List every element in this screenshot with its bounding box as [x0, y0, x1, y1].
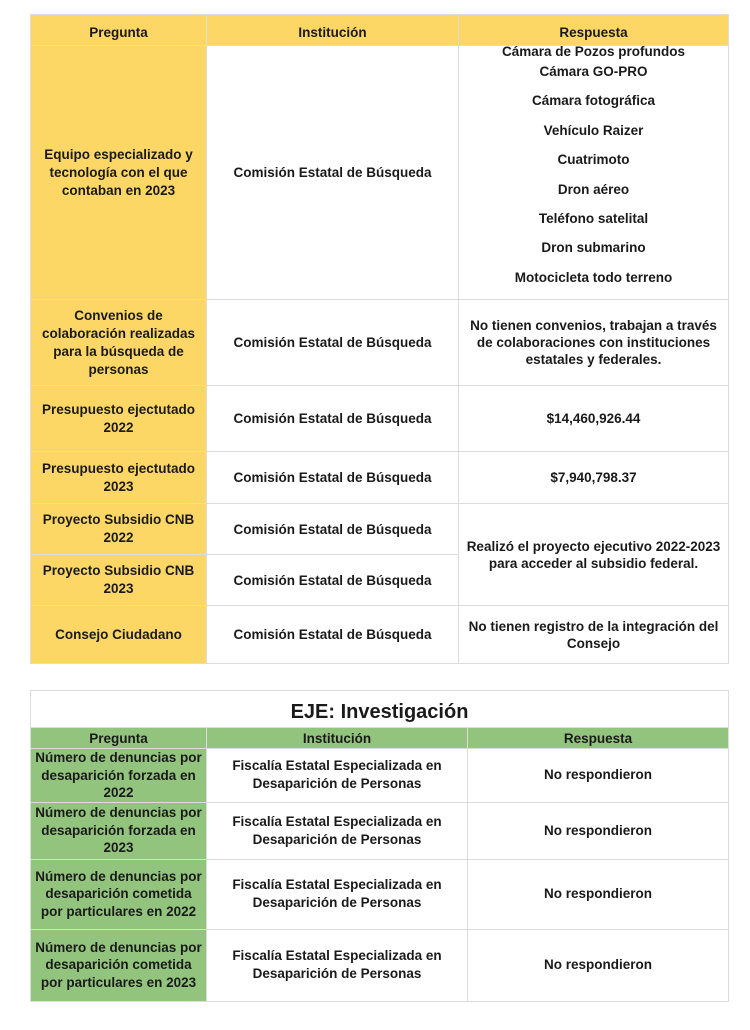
table-row: [31, 452, 729, 504]
institucion-cell: Comisión Estatal de Búsqueda: [207, 555, 459, 606]
equipment-item: Cámara de Pozos profundos: [501, 44, 686, 59]
header-row: [31, 15, 729, 46]
header-respuesta: Respuesta: [468, 728, 729, 749]
pregunta-cell: Número de denuncias por desaparición cometida por particulares en 2022: [31, 859, 207, 929]
pregunta-cell: Número de denuncias por desaparición forzada en 2023: [31, 802, 207, 859]
respuesta-cell: No respondieron: [468, 929, 729, 1001]
respuesta-cell: No tienen registro de la integración del Consejo: [459, 606, 729, 664]
header-institucion: Institución: [207, 15, 459, 46]
pregunta-cell: Equipo especializado y tecnología con el que contaban en 2023: [31, 46, 207, 300]
pregunta-cell: Consejo Ciudadano: [31, 606, 207, 664]
respuesta-cell: $7,940,798.37: [459, 452, 729, 504]
table-row: [31, 300, 729, 386]
title-row: [31, 691, 729, 728]
table-row: [31, 386, 729, 452]
institucion-cell: Comisión Estatal de Búsqueda: [207, 606, 459, 664]
pregunta-cell: Convenios de colaboración realizadas para la búsqueda de personas: [31, 300, 207, 386]
equipment-item: Teléfono satelital: [538, 210, 649, 226]
header-respuesta: Respuesta: [459, 15, 729, 46]
institucion-cell: Fiscalía Estatal Especializada en Desaparición de Personas: [207, 929, 468, 1001]
table-row: [31, 859, 729, 929]
respuesta-cell: No tienen convenios, trabajan a través de colaboraciones con instituciones estatales y federales.: [459, 300, 729, 386]
pregunta-cell: Presupuesto ejectutado 2022: [31, 386, 207, 452]
header-row: [31, 728, 729, 749]
respuesta-cell: No respondieron: [468, 802, 729, 859]
institucion-cell: Fiscalía Estatal Especializada en Desaparición de Personas: [207, 859, 468, 929]
pregunta-cell: Presupuesto ejectutado 2023: [31, 452, 207, 504]
respuesta-cell: $14,460,926.44: [459, 386, 729, 452]
table-row: [31, 606, 729, 664]
institucion-cell: Fiscalía Estatal Especializada en Desaparición de Personas: [207, 802, 468, 859]
respuesta-list-cell: [459, 46, 729, 300]
table-row: [31, 46, 729, 300]
section-title: EJE: Investigación: [31, 691, 729, 728]
pregunta-cell: Proyecto Subsidio CNB 2022: [31, 504, 207, 555]
equipment-item: Cámara GO-PRO: [539, 64, 648, 79]
pregunta-cell: Proyecto Subsidio CNB 2023: [31, 555, 207, 606]
table-row: [31, 504, 729, 555]
equipment-item: Dron submarino: [541, 240, 646, 256]
pregunta-cell: Número de denuncias por desaparición forzada en 2022: [31, 749, 207, 803]
respuesta-cell: No respondieron: [468, 859, 729, 929]
table-row: [31, 802, 729, 859]
table-row: [31, 929, 729, 1001]
institucion-cell: Comisión Estatal de Búsqueda: [207, 46, 459, 300]
header-pregunta: Pregunta: [31, 15, 207, 46]
header-pregunta: Pregunta: [31, 728, 207, 749]
busqueda-table: [30, 14, 729, 664]
equipment-item: Motocicleta todo terreno: [514, 269, 673, 285]
equipment-item: Cuatrimoto: [557, 152, 630, 168]
institucion-cell: Comisión Estatal de Búsqueda: [207, 504, 459, 555]
equipment-item: Cámara fotográfica: [531, 93, 656, 109]
table-row: [31, 749, 729, 803]
institucion-cell: Comisión Estatal de Búsqueda: [207, 300, 459, 386]
institucion-cell: Fiscalía Estatal Especializada en Desaparición de Personas: [207, 749, 468, 803]
investigacion-table: [30, 690, 729, 1002]
equipment-item: Vehículo Raizer: [543, 122, 644, 138]
equipment-item: Dron aéreo: [557, 181, 630, 197]
header-institucion: Institución: [207, 728, 468, 749]
pregunta-cell: Número de denuncias por desaparición cometida por particulares en 2023: [31, 929, 207, 1001]
respuesta-cell-merged: Realizó el proyecto ejecutivo 2022-2023 para acceder al subsidio federal.: [459, 504, 729, 606]
institucion-cell: Comisión Estatal de Búsqueda: [207, 386, 459, 452]
respuesta-cell: No respondieron: [468, 749, 729, 803]
institucion-cell: Comisión Estatal de Búsqueda: [207, 452, 459, 504]
